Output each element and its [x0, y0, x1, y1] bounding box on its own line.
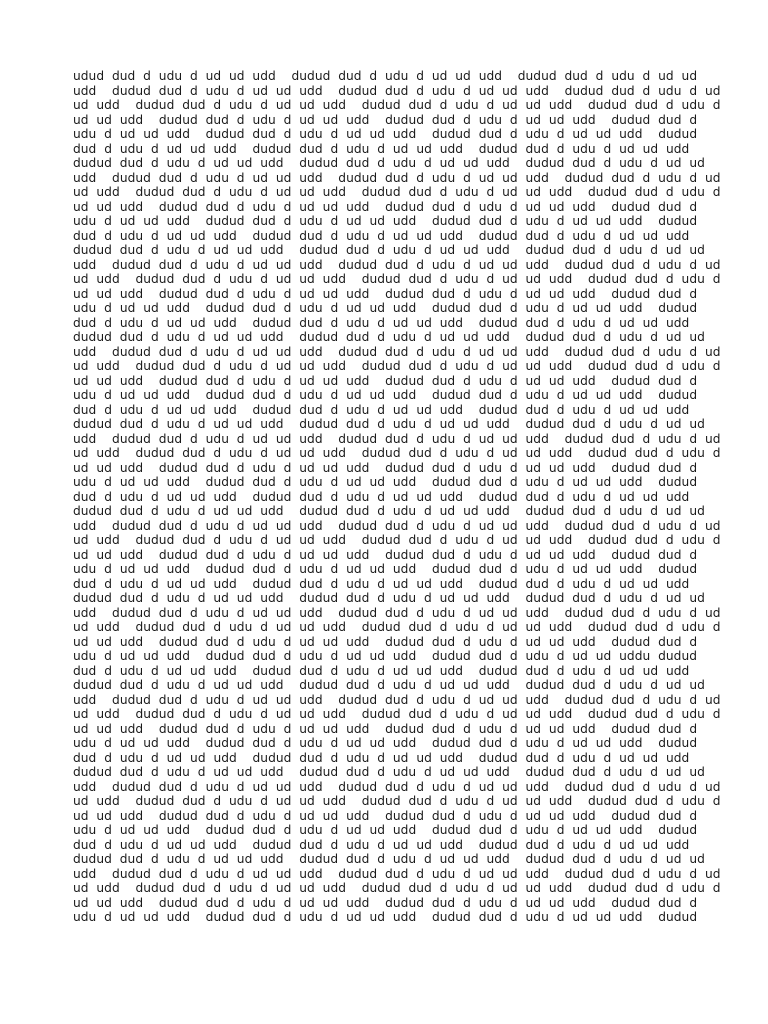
text-line: dudud dud d udu d ud ud udd dudud dud d udu d ud ud udd dudud dud d udu d ud ud [73, 417, 705, 431]
text-line: udu d ud ud udd dudud dud d udu d ud ud udd dudud dud d udu d ud ud udd dudud [73, 562, 698, 576]
text-line: udd dudud dud d udu d ud ud udd dudud dud d udu d ud ud udd dudud dud d udu d ud [73, 866, 721, 881]
text-line: udu d ud ud udd dudud dud d udu d ud ud udd dudud dud d udu d ud ud udd dudud [73, 736, 698, 750]
text-line: dudud dud d udu d ud ud udd dudud dud d udu d ud ud udd dudud dud d udu d ud ud [73, 852, 705, 866]
text-line: ud udd dudud dud d udu d ud ud udd dudud dud d udu d ud ud udd dudud dud d udu d [73, 98, 721, 112]
text-line: ud udd dudud dud d udu d ud ud udd dudud dud d udu d ud ud udd dudud dud d udu d [73, 359, 721, 373]
text-line: ud ud udd dudud dud d udu d ud ud udd dudud dud d udu d ud ud udd dudud dud d [73, 460, 698, 475]
text-line: dud d udu d ud ud udd dudud dud d udu d ud ud udd dudud dud d udu d ud ud udd [73, 750, 690, 765]
text-line: udu d ud ud udd dudud dud d udu d ud ud udd dudud dud d udu d ud ud udd dudud [73, 910, 698, 924]
text-line: ud ud udd dudud dud d udu d ud ud udd dudud dud d udu d ud ud udd dudud dud d [73, 286, 698, 301]
text-line: udd dudud dud d udu d ud ud udd dudud dud d udu d ud ud udd dudud dud d udu d ud [73, 779, 721, 794]
text-line: ud ud udd dudud dud d udu d ud ud udd dudud dud d udu d ud ud udd dudud dud d [73, 808, 698, 823]
text-line: udd dudud dud d udu d ud ud udd dudud dud d udu d ud ud udd dudud dud d udu d ud [73, 257, 721, 272]
text-line: ud udd dudud dud d udu d ud ud udd dudud dud d udu d ud ud udd dudud dud d udu d [73, 446, 721, 460]
text-line: ud udd dudud dud d udu d ud ud udd dudud dud d udu d ud ud udd dudud dud d udu d [73, 707, 721, 721]
text-line: ud ud udd dudud dud d udu d ud ud udd dudud dud d udu d ud ud udd dudud dud d [73, 373, 698, 388]
text-line: ud udd dudud dud d udu d ud ud udd dudud dud d udu d ud ud udd dudud dud d udu d [73, 185, 721, 199]
text-line: udd dudud dud d udu d ud ud udd dudud dud d udu d ud ud udd dudud dud d udu d ud [73, 170, 721, 185]
text-line: dudud dud d udu d ud ud udd dudud dud d udu d ud ud udd dudud dud d udu d ud ud [73, 504, 705, 518]
text-line: ud ud udd dudud dud d udu d ud ud udd dudud dud d udu d ud ud udd dudud dud d [73, 199, 698, 214]
text-line: udd dudud dud d udu d ud ud udd dudud dud d udu d ud ud udd dudud dud d udu d ud [73, 344, 721, 359]
text-line: dud d udu d ud ud udd dudud dud d udu d ud ud udd dudud dud d udu d ud ud udd [73, 837, 690, 852]
text-line: dudud dud d udu d ud ud udd dudud dud d udu d ud ud udd dudud dud d udu d ud ud [73, 330, 705, 344]
text-line: ud ud udd dudud dud d udu d ud ud udd dudud dud d udu d ud ud udd dudud dud d [73, 721, 698, 736]
text-block [73, 69, 721, 925]
text-line: ud udd dudud dud d udu d ud ud udd dudud dud d udu d ud ud udd dudud dud d udu d [73, 272, 721, 286]
text-line: udu d ud ud udd dudud dud d udu d ud ud udd dudud dud d udu d ud ud udd dudud [73, 388, 698, 402]
text-line: udu d ud ud udd dudud dud d udu d ud ud udd dudud dud d udu d ud ud udd dudud [73, 127, 698, 141]
text-line: udd dudud dud d udu d ud ud udd dudud dud d udu d ud ud udd dudud dud d udu d ud [73, 518, 721, 533]
text-line: dudud dud d udu d ud ud udd dudud dud d udu d ud ud udd dudud dud d udu d ud ud [73, 765, 705, 779]
text-line: ud udd dudud dud d udu d ud ud udd dudud dud d udu d ud ud udd dudud dud d udu d [73, 794, 721, 808]
text-line: dud d udu d ud ud udd dudud dud d udu d ud ud udd dudud dud d udu d ud ud udd [73, 228, 690, 243]
text-line: dud d udu d ud ud udd dudud dud d udu d ud ud udd dudud dud d udu d ud ud udd [73, 141, 690, 156]
text-line: dudud dud d udu d ud ud udd dudud dud d udu d ud ud udd dudud dud d udu d ud ud [73, 678, 705, 692]
text-line: udd dudud dud d udu d ud ud udd dudud dud d udu d ud ud udd dudud dud d udu d ud [73, 431, 721, 446]
text-line: udu d ud ud udd dudud dud d udu d ud ud udd dudud dud d udu d ud ud uddu dudud [73, 649, 698, 663]
text-line: udd dudud dud d udu d ud ud udd dudud dud d udu d ud ud udd dudud dud d udu d ud [73, 83, 721, 98]
text-line: dud d udu d ud ud udd dudud dud d udu d ud ud udd dudud dud d udu d ud ud udd [73, 576, 690, 591]
text-line: udu d ud ud udd dudud dud d udu d ud ud udd dudud dud d udu d ud ud udd dudud [73, 301, 698, 315]
text-line: udd dudud dud d udu d ud ud udd dudud dud d udu d ud ud udd dudud dud d udu d ud [73, 605, 721, 620]
text-line: ud ud udd dudud dud d udu d ud ud udd dudud dud d udu d ud ud udd dudud dud d [73, 112, 698, 127]
text-line: ud udd dudud dud d udu d ud ud udd dudud dud d udu d ud ud udd dudud dud d udu d [73, 620, 721, 634]
text-line: dud d udu d ud ud udd dudud dud d udu d ud ud udd dudud dud d udu d ud ud udd [73, 663, 690, 678]
text-line: udu d ud ud udd dudud dud d udu d ud ud udd dudud dud d udu d ud ud udd dudud [73, 823, 698, 837]
text-line: dudud dud d udu d ud ud udd dudud dud d udu d ud ud udd dudud dud d udu d ud ud [73, 243, 705, 257]
text-line: udu d ud ud udd dudud dud d udu d ud ud udd dudud dud d udu d ud ud udd dudud [73, 214, 698, 228]
text-line: dudud dud d udu d ud ud udd dudud dud d udu d ud ud udd dudud dud d udu d ud ud [73, 591, 705, 605]
text-line: dudud dud d udu d ud ud udd dudud dud d udu d ud ud udd dudud dud d udu d ud ud [73, 156, 705, 170]
text-line: dud d udu d ud ud udd dudud dud d udu d ud ud udd dudud dud d udu d ud ud udd [73, 489, 690, 504]
text-line: ud ud udd dudud dud d udu d ud ud udd dudud dud d udu d ud ud udd dudud dud d [73, 895, 698, 910]
text-line: dud d udu d ud ud udd dudud dud d udu d ud ud udd dudud dud d udu d ud ud udd [73, 402, 690, 417]
text-line: udud dud d udu d ud ud udd dudud dud d udu d ud ud udd dudud dud d udu d ud ud [73, 69, 698, 83]
text-line: ud ud udd dudud dud d udu d ud ud udd dudud dud d udu d ud ud udd dudud dud d [73, 547, 698, 562]
text-line: udd dudud dud d udu d ud ud udd dudud dud d udu d ud ud udd dudud dud d udu d ud [73, 692, 721, 707]
text-line: dud d udu d ud ud udd dudud dud d udu d ud ud udd dudud dud d udu d ud ud udd [73, 315, 690, 330]
text-line: ud ud udd dudud dud d udu d ud ud udd dudud dud d udu d ud ud udd dudud dud d [73, 634, 698, 649]
text-line: ud udd dudud dud d udu d ud ud udd dudud dud d udu d ud ud udd dudud dud d udu d [73, 533, 721, 547]
text-line: udu d ud ud udd dudud dud d udu d ud ud udd dudud dud d udu d ud ud udd dudud [73, 475, 698, 489]
text-line: ud udd dudud dud d udu d ud ud udd dudud dud d udu d ud ud udd dudud dud d udu d [73, 881, 721, 895]
